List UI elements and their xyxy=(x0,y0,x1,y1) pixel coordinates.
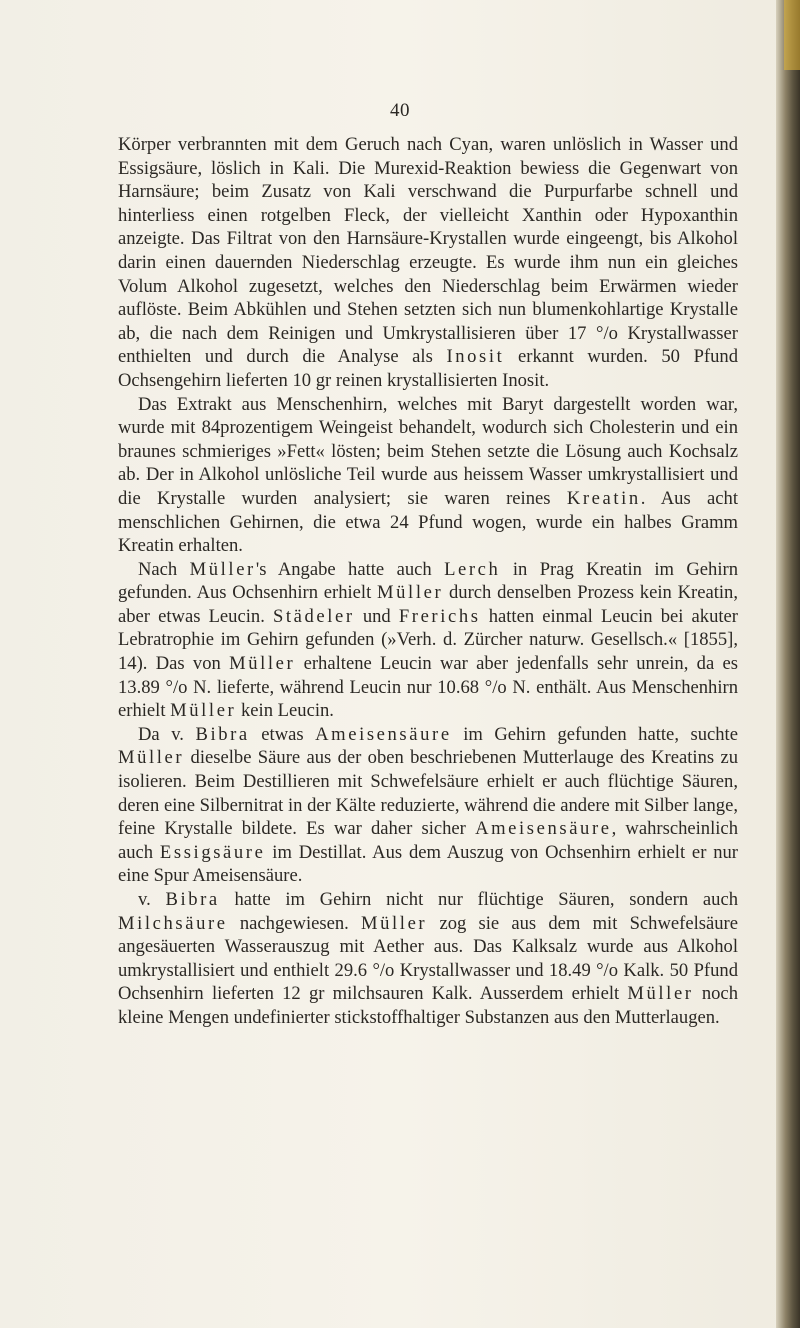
book-edge xyxy=(776,0,800,1328)
spaced-name: Müller xyxy=(170,700,237,722)
text-segment: Da v. xyxy=(138,723,196,745)
text-segment: im Gehirn gefunden hatte, suchte xyxy=(451,723,738,745)
spaced-name: Kreatin xyxy=(566,487,641,509)
spaced-name: Ameisensäure xyxy=(315,723,452,745)
text-segment: hatte im Gehirn nicht nur flüchtige Säuren, sondern auch xyxy=(219,889,738,910)
text-segment: zog sie aus dem mit Schwefelsäure angesäuerten Wasserauszug mit Aether aus. Das Kalksalz wurde aus Alkohol umkrystallisiert und enthielt 29.6 °/o Krystallwasser und 18.49 °/o Kalk. 50 Pfund Ochsenhirn lieferten 12 gr milchsauren Kalk. Ausserdem erhielt xyxy=(118,912,738,1005)
spaced-name: Städeler xyxy=(272,605,355,627)
text-segment: kein Leucin. xyxy=(236,700,334,722)
text-segment: , wahrscheinlich auch xyxy=(118,818,738,863)
paragraph xyxy=(118,133,738,393)
spaced-name: Müller xyxy=(118,747,185,769)
spaced-name: Frerichs xyxy=(398,605,481,627)
text-segment: und xyxy=(354,605,399,627)
text-segment: Körper verbrannten mit dem Geruch nach Cyan, waren unlöslich in Wasser und Essigsäure, löslich in Kali. Die Murexid-Reaktion bewiess die Gegenwart von Harnsäure; beim Zusatz von Kali verschwand die Purpurfarbe schnell und hinterliess einen rotgelben Fleck, der vielleicht Xanthin oder Hypoxanthin anzeigte. Das Filtrat von den Harnsäure-Krystallen wurde eingeengt, bis Alkohol darin einen dauernden Niederschlag erzeugte. Es wurde ihm nun ein gleiches Volum Alkohol zugesetzt, welches den Niederschlag beim Erwärmen wieder auflöste. Beim Abkühlen und Stehen setzten sich nun blumenkohlartige Krystalle ab, die nach dem Reinigen und Umkrystallisieren über 17 °/o Krystallwasser enthielten und durch die Analyse als xyxy=(118,134,738,368)
text-segment: etwas xyxy=(249,723,316,745)
text-segment: hatten einmal Leucin bei akuter Lebratrophie im Gehirn gefunden (»Verh. d. Zürcher naturw. Gesellsch.« [1855], 14). Das von xyxy=(118,605,739,675)
book-edge-gilt xyxy=(784,0,800,70)
spaced-name: Müller xyxy=(361,912,428,934)
text-segment: erkannt wurden. 50 Pfund Ochsengehirn lieferten 10 gr reinen krystallisierten Inosit. xyxy=(118,346,739,391)
spaced-name: Milchsäure xyxy=(118,912,228,934)
spaced-name: Bibra xyxy=(165,889,220,910)
spaced-name: Bibra xyxy=(195,723,250,745)
text-segment: erhaltene Leucin war aber jedenfalls sehr unrein, da es 13.89 °/o N. lieferte, während Leucin nur 10.68 °/o N. enthält. Aus Menschenhirn erhielt xyxy=(118,653,738,722)
paragraph xyxy=(118,723,738,888)
text-segment: im Destillat. Aus dem Auszug von Ochsenhirn erhielt er nur eine Spur Ameisensäure. xyxy=(118,841,738,887)
text-segment: Das Extrakt aus Menschenhirn, welches mit Baryt dargestellt worden war, wurde mit 84prozentigem Weingeist behandelt, wodurch sich Cholesterin und ein braunes schmieriges »Fett« lösten; beim Stehen setzte die Lösung auch Kochsalz ab. Der in Alkohol unlösliche Teil wurde aus heissem Wasser umkrystallisiert und die Krystalle wurden analysiert; sie waren reines xyxy=(118,393,738,509)
spaced-name: Ameisensäure xyxy=(475,818,612,840)
spaced-name: Lerch xyxy=(444,558,501,580)
paragraph xyxy=(118,558,738,723)
text-segment: . Aus acht menschlichen Gehirnen, die etwa 24 Pfund wogen, wurde ein halbes Gramm Kreatin erhalten. xyxy=(118,487,738,557)
page-number: 40 xyxy=(390,100,410,121)
text-segment: durch denselben Prozess kein Kreatin, aber etwas Leucin. xyxy=(118,582,738,627)
text-segment: v. xyxy=(138,889,166,910)
spaced-name: Müller xyxy=(377,582,444,604)
spaced-name: Inosit xyxy=(446,346,505,368)
text-segment: noch kleine Mengen undefinierter stickstoffhaltiger Substanzen aus den Mutterlaugen. xyxy=(118,983,738,1028)
text-segment: Nach xyxy=(138,558,190,580)
spaced-name: Müller xyxy=(627,983,694,1005)
paragraph xyxy=(118,393,738,558)
text-segment: in Prag Kreatin im Gehirn gefunden. Aus Ochsenhirn erhielt xyxy=(118,558,738,604)
body-text xyxy=(118,133,738,1030)
text-segment: nachgewiesen. xyxy=(227,912,362,934)
spaced-name: Essigsäure xyxy=(159,841,266,863)
spaced-name: Müller xyxy=(189,558,256,580)
text-segment: dieselbe Säure aus der oben beschriebenen Mutterlauge des Kreatins zu isolieren. Beim Destillieren mit Schwefelsäure erhielt er auch flüchtige Säuren, deren eine Silbernitrat in der Kälte reduzierte, während die andere mit Silber lange, feine Krystalle bildete. Es war daher sicher xyxy=(118,747,738,840)
paragraph xyxy=(118,888,738,1030)
spaced-name: Müller xyxy=(229,653,296,675)
text-segment: 's Angabe hatte auch xyxy=(255,558,445,580)
